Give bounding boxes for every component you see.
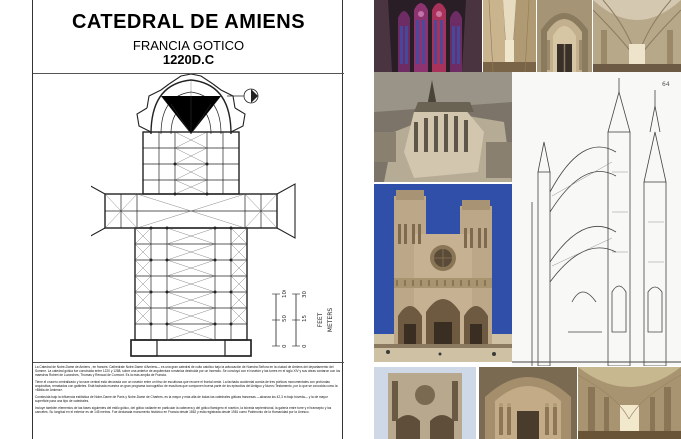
scale-meter-tick-0: 0 [302, 344, 308, 348]
photo-nave-interior [483, 0, 536, 72]
photo-portal [537, 0, 592, 72]
photo-facade-sky [374, 367, 476, 439]
photo-portal-image [537, 0, 592, 72]
flying-buttress-drawing [512, 72, 681, 366]
drawing-number-label: 64 [662, 81, 670, 88]
scale-bar [266, 290, 336, 350]
scale-bar-graphic [266, 290, 336, 350]
photo-facade-sky-image [374, 367, 476, 439]
scale-feet-tick-0: 0 [282, 344, 288, 348]
description-text [35, 365, 341, 437]
page-title: CATEDRAL DE AMIENS [71, 11, 306, 33]
photo-vaulted-aisle [593, 0, 681, 72]
description-paragraph: Tiene el crucero centralizado y la nave central está decorada con un rosetón entre un friso de esculturas que recorre el frontal oeste. La fachada occidental consta de tres pórticos monumentales con profundas arquivoltas, rematados con gabletes. Está fachada muestra un gran programa iconográfico de escultura que componen buena parte de los episodios del Antiguo y Nuevo Testamento, por lo que se conocida como la «Biblia de Amiens». [35, 380, 338, 392]
photo-aerial-view [374, 72, 512, 182]
description-paragraph: Construida bajo la influencia estilística de Notre-Dame de París y Notre-Dame de Chartres, es la mayor y más alta de todas las catedrales góticas francesas —alcanza los 42,3 m bajo bóveda— y la de mayor superficie para una tipo de catedrales. [35, 395, 328, 403]
scale-meter-tick-15: 15 [302, 315, 308, 322]
photo-west-facade [374, 184, 512, 362]
photo-west-facade-image [374, 184, 512, 362]
description-divider [33, 362, 344, 363]
scale-meter-tick-30: 30 [302, 291, 308, 298]
description-paragraph: Incluye también elementos de las fases siguientes del estilo gótico, del gótico radiante en particular la cabecera y del gótico flamígero el rosetón, la bóveda septentrional, la galería entre torre y el transepto y los canceles. Su longitud en el exterior es de 145 metros. Fue declarada monumento histórico en Francia desde 1862 y está registrada desde 1981 como Patrimonio de la Humanidad por la Unesco. [35, 406, 332, 414]
photo-stained-glass-interior [374, 0, 482, 72]
description-paragraph: La Catedral de Notre-Dame de Amiens , en francés: Cathédrale Notre-Dame d'Amiens— es una gran catedral de culto católico bajo la advocación de Nuestra Señora en la ciudad de Amiens del departamento del Somme. La catedral gótica fue construida entre 1220 y 1288, sobre una anterior de arquitectura románica destruida por un incendio. Se concluyó con el rosetón y las torres en el siglo XIV y sus obras contaron con los maestros Robert de Luzarches, Thomas y Renaud de Cormont. Es la más amplia de Francia. [35, 365, 341, 377]
photo-nave-vault-image [578, 367, 681, 439]
photo-aerial-image [374, 72, 512, 182]
scale-meters-label: METERS [327, 307, 334, 333]
scale-feet-tick-100: 100 [282, 290, 288, 298]
north-arrow-icon [225, 86, 265, 106]
scale-feet-tick-50: 50 [282, 315, 288, 322]
photo-vaulted-aisle-image [593, 0, 681, 72]
photo-nave-image [483, 0, 536, 72]
photo-nave-vault [578, 367, 681, 439]
scale-feet-label: FEET [317, 312, 324, 328]
buttress-section-drawing [512, 72, 681, 366]
info-panel [32, 0, 343, 439]
photo-portal-sculptures-image [479, 367, 577, 439]
page-subtitle: FRANCIA GOTICO [132, 38, 245, 53]
photo-stained-glass-image [374, 0, 482, 72]
photo-portal-sculptures [479, 367, 577, 439]
page-date: 1220D.C [162, 52, 215, 67]
